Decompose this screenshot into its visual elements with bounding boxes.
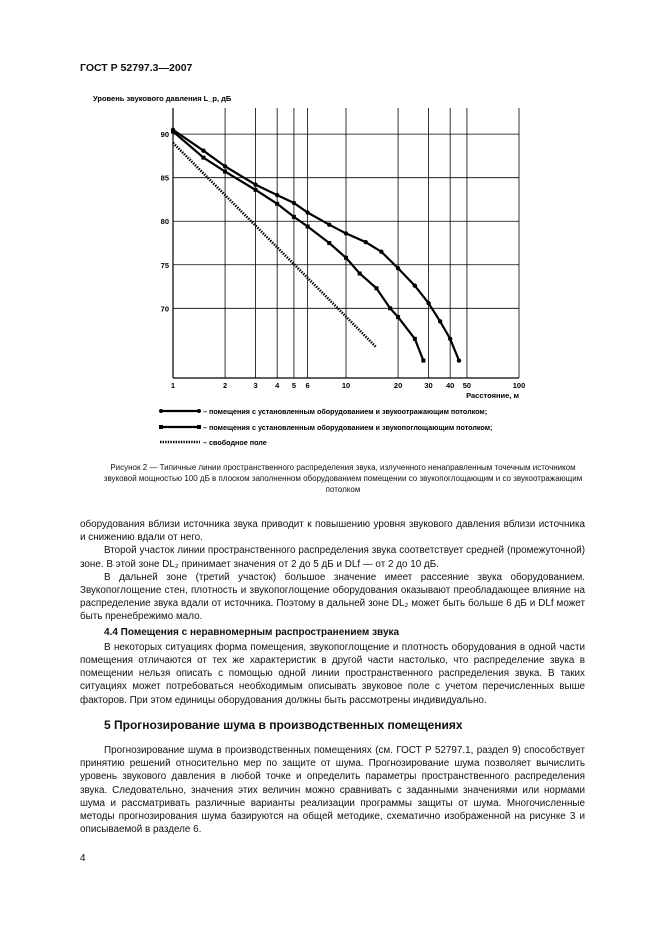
- page-number: 4: [80, 853, 86, 864]
- data-point: [305, 210, 309, 214]
- x-tick-label: 10: [341, 381, 351, 390]
- data-point: [275, 193, 279, 197]
- paragraph: В некоторых ситуациях форма помещения, звукопоглощение и плотность оборудования в одной части помещения отличаются от тех же характеристик в другой части настолько, что распределение звука в помещении нельзя описать с помощью одной линии пространственного распределения звука. В таких ситуациях может потребоваться необходимым описывать звуковое поле с учетом перечисленных выше факторов. При этом единицы оборудования должны быть рассмотрены индивидуально.: [80, 641, 585, 706]
- paragraph: Второй участок линии пространственного распределения звука соответствует средней (промежуточной) зоне. В этой зоне DL₂ принимает значения от 2 до 5 дБ и DLf — от 2 до 10 дБ.: [80, 545, 585, 570]
- x-axis-title: Расстояние, м: [466, 391, 519, 400]
- series-line-1: [173, 132, 423, 361]
- data-point: [421, 359, 425, 363]
- legend-label: – помещения с установленным оборудованием и звукоотражающим потолком;: [203, 407, 488, 416]
- paragraph: Прогнозирование шума в производственных помещениях (см. ГОСТ Р 52797.1, раздел 9) способствует принятию решений относительно мер по защите от шума. Прогнозирование шума позволяет вычислить уровень звукового давления в любой точке и определить параметры пространственного распределения звука. Следовательно, значения этих величин можно сравнивать с заданными значениями или нормами шума и рассматривать различные варианты реализации программы защиты от шума. Многочисленные методы прогнозирования шума базируются на общей методике, схематично изображенной на рисунке 3 и описываемой в разделе 6.: [80, 745, 585, 836]
- y-tick-label: 70: [160, 304, 169, 314]
- data-point: [327, 223, 331, 227]
- data-point: [344, 256, 348, 260]
- data-point: [275, 202, 279, 206]
- data-point: [364, 240, 368, 244]
- x-tick-label: 30: [424, 381, 433, 390]
- x-tick-label: 4: [275, 381, 280, 390]
- data-point: [171, 130, 175, 134]
- data-point: [327, 241, 331, 245]
- x-tick-label: 3: [253, 381, 258, 390]
- legend-marker: [159, 425, 163, 429]
- y-tick-label: 85: [160, 173, 169, 183]
- legend-label: – помещения с установленным оборудованием и звукопоглощающим потолком;: [203, 423, 493, 432]
- data-point: [413, 283, 417, 287]
- data-point: [253, 182, 257, 186]
- data-point: [413, 337, 417, 341]
- x-tick-label: 40: [445, 381, 455, 390]
- document-code: ГОСТ Р 52797.3—2007: [80, 62, 193, 74]
- x-tick-label: 1: [170, 381, 176, 390]
- data-point: [388, 306, 392, 310]
- body-text-block-1: [80, 518, 585, 836]
- data-point: [457, 358, 461, 362]
- legend-marker: [197, 425, 201, 429]
- data-point: [448, 337, 452, 341]
- paragraph: оборудования вблизи источника звука приводит к повышению уровня звукового давления вблизи источника и снижению вдали от него.: [80, 519, 585, 544]
- x-tick-label: 2: [222, 381, 228, 390]
- x-tick-label: 20: [393, 381, 403, 390]
- data-point: [306, 224, 310, 228]
- x-tick-label: 6: [305, 381, 310, 390]
- x-tick-label: 50: [462, 381, 472, 390]
- data-point: [201, 148, 205, 152]
- data-point: [438, 319, 442, 323]
- y-tick-label: 80: [160, 217, 169, 227]
- paragraph: В дальней зоне (третий участок) большое значение имеет рассеяние звука оборудованием. Звукопоглощение стен, плотность и звукопоглощение оборудования оказывают преобладающее влияние на распределение звука вдали от источника. Поэтому в дальней зоне DL₂ может быть больше 6 дБ и DLf может быть пренебрежимо мало.: [80, 571, 585, 623]
- legend-marker: [159, 409, 163, 413]
- data-point: [223, 164, 227, 168]
- y-tick-label: 75: [160, 260, 169, 270]
- x-tick-label: 5: [291, 381, 297, 390]
- y-tick-label: 90: [160, 130, 169, 140]
- data-point: [396, 315, 400, 319]
- data-point: [292, 201, 296, 205]
- x-tick-label: 100: [512, 381, 526, 390]
- legend-label: – свободное поле: [203, 438, 267, 447]
- legend-marker: [197, 409, 201, 413]
- data-point: [374, 286, 378, 290]
- data-point: [426, 301, 430, 305]
- data-point: [344, 231, 348, 235]
- figure-caption: Рисунок 2 — Типичные линии пространственного распределения звука, излученного ненаправленным точечным источником звуковой мощностью 100 дБ в плоском заполненном оборудованием помещении со звукопоглощающим и со звукоотражающим потолком: [103, 463, 583, 494]
- data-point: [396, 266, 400, 270]
- y-axis-title: Уровень звукового давления L_p, дБ: [93, 94, 232, 103]
- data-point: [201, 156, 205, 160]
- subsection-heading: 4.4 Помещения с неравномерным распространением звука: [104, 626, 400, 638]
- data-point: [358, 271, 362, 275]
- data-point: [379, 250, 383, 254]
- data-point: [292, 215, 296, 219]
- data-point: [254, 188, 258, 192]
- data-point: [223, 170, 227, 174]
- section-heading: 5 Прогнозирование шума в производственных помещениях: [104, 717, 463, 732]
